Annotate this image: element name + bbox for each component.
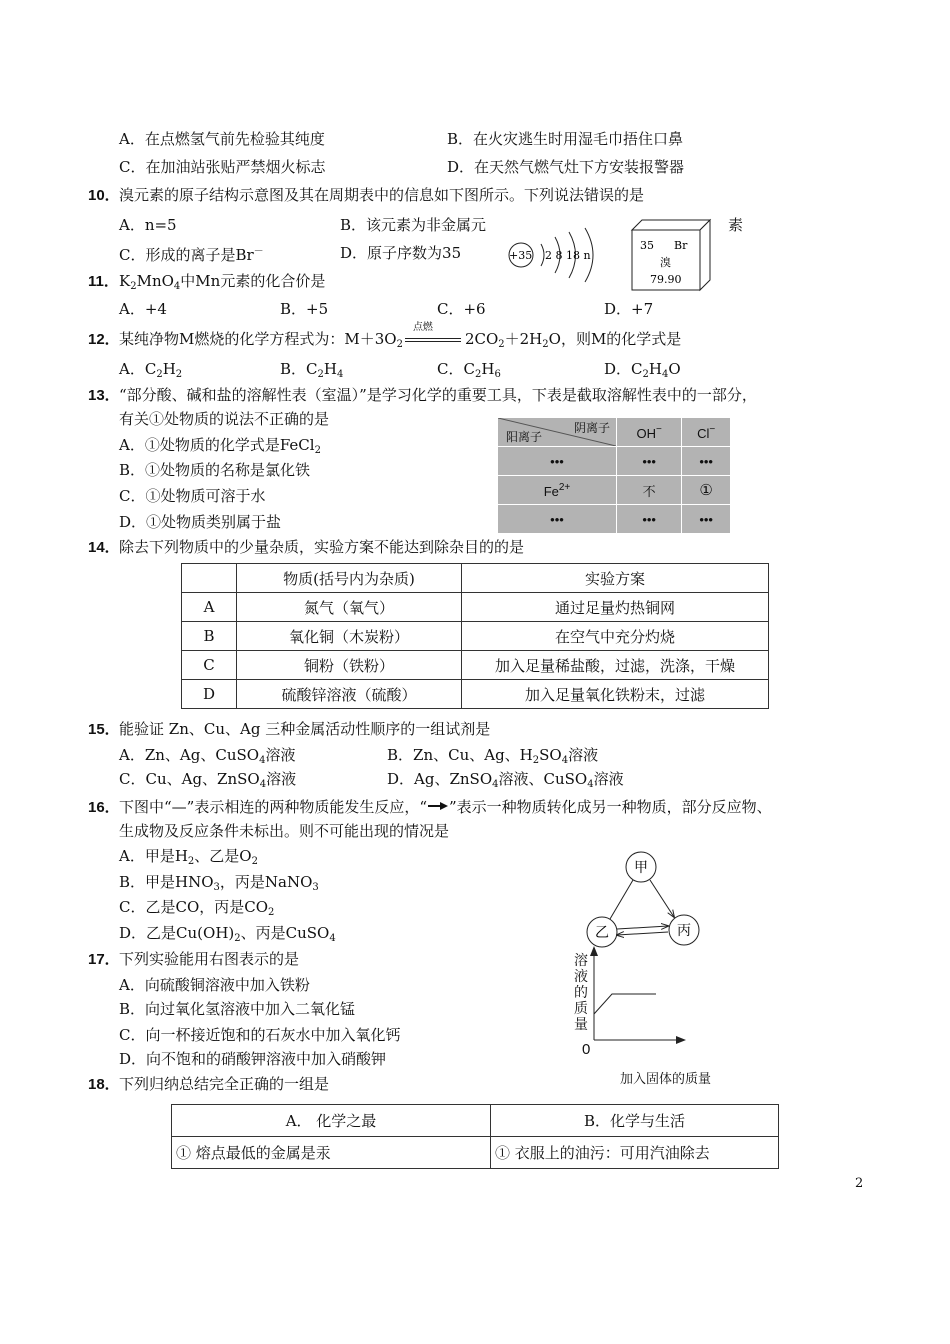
q15-number: 15． xyxy=(88,721,120,738)
q11-stem: $K_2MnO_4$中Mn元素的化合价是 xyxy=(119,272,326,292)
graph-origin: 0 xyxy=(582,1041,591,1058)
q16-number: 16． xyxy=(88,799,120,816)
q17-number: 17． xyxy=(88,951,120,968)
table-header-row: A． 化学之最 B．化学与生活 xyxy=(172,1105,779,1137)
q12-stem: 某纯净物M燃烧的化学方程式为：$M+3O_2$ 点燃 $2CO_2+2H_2O$，则M的化学式是 xyxy=(119,328,681,350)
q11-option-c: C．+6 xyxy=(437,300,486,318)
table-row: D 硫酸锌溶液（硫酸） 加入足量氧化铁粉末，过滤 xyxy=(182,680,769,709)
q9-option-b: B．在火灾逃生时用湿毛巾捂住口鼻 xyxy=(447,130,684,148)
q14-stem: 除去下列物质中的少量杂质，实验方案不能达到除杂目的的是 xyxy=(119,538,525,556)
q10-option-c: C．形成的离子是Br－ xyxy=(119,246,264,264)
q14-table xyxy=(181,563,769,709)
q17-option-a: A．向硫酸铜溶液中加入铁粉 xyxy=(119,976,310,994)
table-row: ••• ••• ••• xyxy=(498,505,731,534)
q10-option-d: D．原子序数为35 xyxy=(340,244,462,262)
q9-option-d: D．在天然气燃气灶下方安装报警器 xyxy=(447,158,685,176)
q10-option-b-tail: 素 xyxy=(728,216,744,234)
q9-option-a: A．在点燃氢气前先检验其纯度 xyxy=(119,130,325,148)
q11-option-d: D．+7 xyxy=(604,300,654,318)
q17-option-c: C．向一杯接近饱和的石灰水中加入氧化钙 xyxy=(119,1026,401,1044)
graph-x-label: 加入固体的质量 xyxy=(620,1071,712,1086)
q11-option-a: A．+4 xyxy=(119,300,167,318)
anion-cl: Cl− xyxy=(682,418,731,447)
q18-number: 18． xyxy=(88,1076,120,1093)
q11-number: 11． xyxy=(88,273,119,290)
q17-option-d: D．向不饱和的硝酸钾溶液中加入硝酸钾 xyxy=(119,1050,387,1068)
q13-stem-line2: 有关①处物质的说法不正确的是 xyxy=(119,410,330,428)
q13-option-d: D．①处物质类别属于盐 xyxy=(119,513,282,531)
q16-stem-line2: 生成物及反应条件未标出。则不可能出现的情况是 xyxy=(119,822,450,840)
svg-text:Br: Br xyxy=(674,239,688,252)
q13-option-c: C．①处物质可溶于水 xyxy=(119,487,266,505)
q11-option-b: B．+5 xyxy=(280,300,329,318)
q15-option-c: C．Cu、Ag、ZnSO$_4$溶液 xyxy=(119,770,297,790)
mass-graph xyxy=(588,946,688,1046)
svg-text:35: 35 xyxy=(640,239,654,252)
q9-option-c: C．在加油站张贴严禁烟火标志 xyxy=(119,158,326,176)
atom-shells-label: 2 8 18 n xyxy=(545,249,591,262)
q10-option-a: A．n=5 xyxy=(119,216,177,234)
page-number: 2 xyxy=(855,1176,864,1191)
q16-stem-line1: 下图中“—”表示相连的两种物质能发生反应，“ ”表示一种物质转化成另一种物质，部分反应物、 xyxy=(119,798,772,816)
q15-option-b: B．Zn、Cu、Ag、$H_2SO_4$溶液 xyxy=(387,746,599,766)
q18-table xyxy=(171,1104,779,1169)
svg-text:79.90: 79.90 xyxy=(650,273,682,286)
q10-number: 10． xyxy=(88,187,120,204)
solubility-table xyxy=(497,417,731,534)
table-row: A 氮气（氧气） 通过足量灼热铜网 xyxy=(182,593,769,622)
q16-option-b: B．甲是$HNO_3$，丙是NaNO$_3$ xyxy=(119,873,319,893)
bromine-element-cell xyxy=(628,216,714,292)
q12-option-d: D．$C_2H_4O$ xyxy=(604,360,681,380)
q12-option-b: B．$C_2H_4$ xyxy=(280,360,344,380)
reaction-triangle-diagram xyxy=(586,846,716,948)
q12-option-a: A．$C_2H_2$ xyxy=(119,360,183,380)
q10-stem: 溴元素的原子结构示意图及其在周期表中的信息如下图所示。下列说法错误的是 xyxy=(119,186,645,204)
solubility-corner: 阴离子 阳离子 xyxy=(498,418,617,447)
q15-option-d: D．Ag、ZnSO$_4$溶液、CuSO$_4$溶液 xyxy=(387,770,624,790)
node-jia: 甲 xyxy=(634,860,648,876)
node-yi: 乙 xyxy=(595,925,609,941)
q16-option-a: A．甲是$H_2$、乙是$O_2$ xyxy=(119,847,258,867)
q15-stem: 能验证 Zn、Cu、Ag 三种金属活动性顺序的一组试剂是 xyxy=(119,720,491,738)
q17-option-b: B．向过氧化氢溶液中加入二氧化锰 xyxy=(119,1000,356,1018)
table-row: ① 熔点最低的金属是汞 ① 衣服上的油污：可用汽油除去 xyxy=(172,1137,779,1169)
reaction-condition: 点燃 xyxy=(412,322,433,333)
q16-option-d: D．乙是$Cu(OH)_2$、丙是CuSO$_4$ xyxy=(119,924,336,944)
q12-option-c: C．$C_2H_6$ xyxy=(437,360,501,380)
anion-oh: OH− xyxy=(617,418,682,447)
bromine-atom-diagram xyxy=(505,224,615,284)
q13-number: 13． xyxy=(88,387,120,404)
atom-nucleus-label: +35 xyxy=(509,249,533,262)
table-row: $Fe^{2+}$ 不 ① xyxy=(498,476,731,505)
q13-option-a: A．①处物质的化学式是FeCl$_2$ xyxy=(119,436,321,456)
q10-option-b: B．该元素为非金属元 xyxy=(340,216,487,234)
table-header-row: 物质(括号内为杂质) 实验方案 xyxy=(182,564,769,593)
svg-text:溴: 溴 xyxy=(660,256,671,269)
arrow-icon xyxy=(427,801,449,811)
q12-number: 12． xyxy=(88,331,120,348)
graph-y-label: 溶液的质量 xyxy=(574,952,588,1032)
q13-stem-line1: “部分酸、碱和盐的溶解性表（室温）”是学习化学的重要工具，下表是截取溶解性表中的一部分， xyxy=(119,386,757,404)
table-row: B 氧化铜（木炭粉） 在空气中充分灼烧 xyxy=(182,622,769,651)
node-bing: 丙 xyxy=(677,923,691,939)
table-row: ••• ••• ••• xyxy=(498,447,731,476)
table-row: C 铜粉（铁粉） 加入足量稀盐酸，过滤，洗涤，干燥 xyxy=(182,651,769,680)
q18-stem: 下列归纳总结完全正确的一组是 xyxy=(119,1075,330,1093)
q14-number: 14． xyxy=(88,539,120,556)
q17-stem: 下列实验能用右图表示的是 xyxy=(119,950,300,968)
q16-option-c: C．乙是CO，丙是$CO_2$ xyxy=(119,898,275,918)
q15-option-a: A．Zn、Ag、CuSO$_4$溶液 xyxy=(119,746,296,766)
q13-option-b: B．①处物质的名称是氯化铁 xyxy=(119,461,311,479)
